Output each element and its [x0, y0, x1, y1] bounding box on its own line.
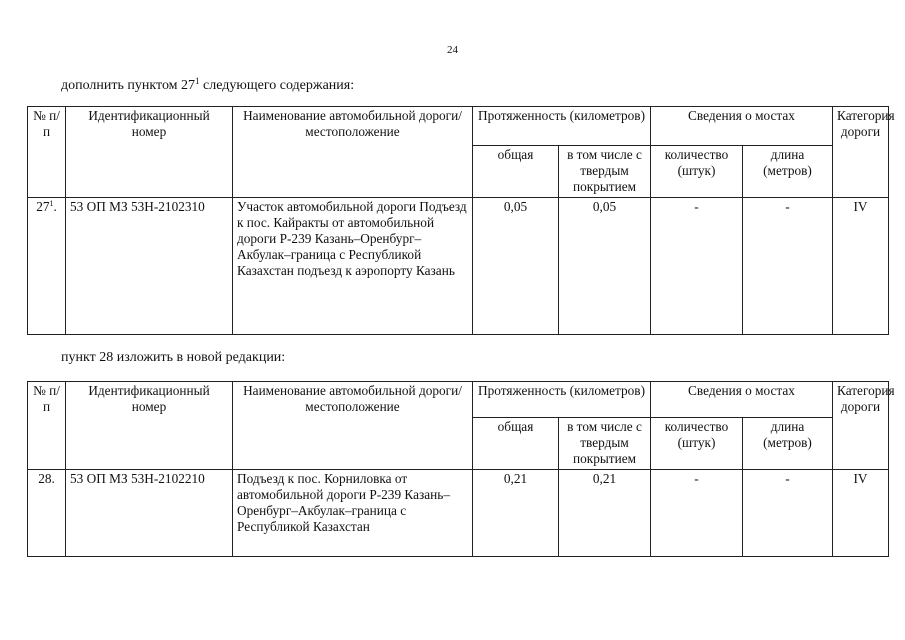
header-row	[28, 107, 889, 146]
header-bridges-count: количество (штук)	[651, 146, 743, 198]
row-length-paved: 0,21	[559, 470, 651, 557]
row-id: 53 ОП МЗ 53Н-2102310	[66, 198, 233, 335]
intro-text-after: следующего содержания:	[199, 78, 355, 93]
row-num: 28.	[28, 470, 66, 557]
header-length-paved: в том числе с твердым покрытием	[559, 146, 651, 198]
header-bridges-length: длина (метров)	[743, 418, 833, 470]
table-row	[28, 198, 889, 335]
intro-text-before: дополнить пунктом 27	[61, 78, 196, 93]
header-bridges-length: длина (метров)	[743, 146, 833, 198]
row-bridges-count: -	[651, 470, 743, 557]
header-length-total: общая	[473, 418, 559, 470]
section-2-intro: пункт 28 изложить в новой редакции:	[61, 350, 286, 365]
roads-table-addition	[27, 106, 895, 335]
header-row	[28, 382, 889, 418]
row-bridges-count: -	[651, 198, 743, 335]
header-num: № п/п	[28, 107, 66, 198]
header-id: Идентификационный номер	[66, 382, 233, 470]
section-1-intro	[61, 78, 354, 94]
header-length: Протяженность (километров)	[473, 382, 651, 418]
header-length-paved: в том числе с твердым покрытием	[559, 418, 651, 470]
header-category: Категория дороги	[833, 382, 889, 470]
row-length-total: 0,05	[473, 198, 559, 335]
header-category: Категория дороги	[833, 107, 889, 198]
header-bridges-count: количество (штук)	[651, 418, 743, 470]
row-bridges-length: -	[743, 470, 833, 557]
header-bridges: Сведения о мостах	[651, 382, 833, 418]
row-category: IV	[833, 470, 889, 557]
header-length: Протяженность (километров)	[473, 107, 651, 146]
row-name: Участок автомобильной дороги Подъезд к пос. Кайракты от автомобильной дороги Р-239 Казань–Оренбург–Акбулак–граница с Республикой Казахстан подъезд к аэропорту Казань	[233, 198, 473, 335]
row-name: Подъезд к пос. Корниловка от автомобильной дороги Р-239 Казань–Оренбург–Акбулак–граница с Республикой Казахстан	[233, 470, 473, 557]
header-num: № п/п	[28, 382, 66, 470]
page-number: 24	[447, 44, 458, 56]
intro-superscript: 1	[195, 76, 200, 86]
header-length-total: общая	[473, 146, 559, 198]
roads-table-revision	[27, 381, 895, 557]
row-bridges-length: -	[743, 198, 833, 335]
row-id: 53 ОП МЗ 53Н-2102210	[66, 470, 233, 557]
row-length-paved: 0,05	[559, 198, 651, 335]
header-name: Наименование автомобильной дороги/местоположение	[233, 382, 473, 470]
header-id: Идентификационный номер	[66, 107, 233, 198]
row-length-total: 0,21	[473, 470, 559, 557]
header-bridges: Сведения о мостах	[651, 107, 833, 146]
row-category: IV	[833, 198, 889, 335]
row-num: $27^1$.	[28, 198, 66, 335]
table-row	[28, 470, 889, 557]
header-name: Наименование автомобильной дороги/местоположение	[233, 107, 473, 198]
